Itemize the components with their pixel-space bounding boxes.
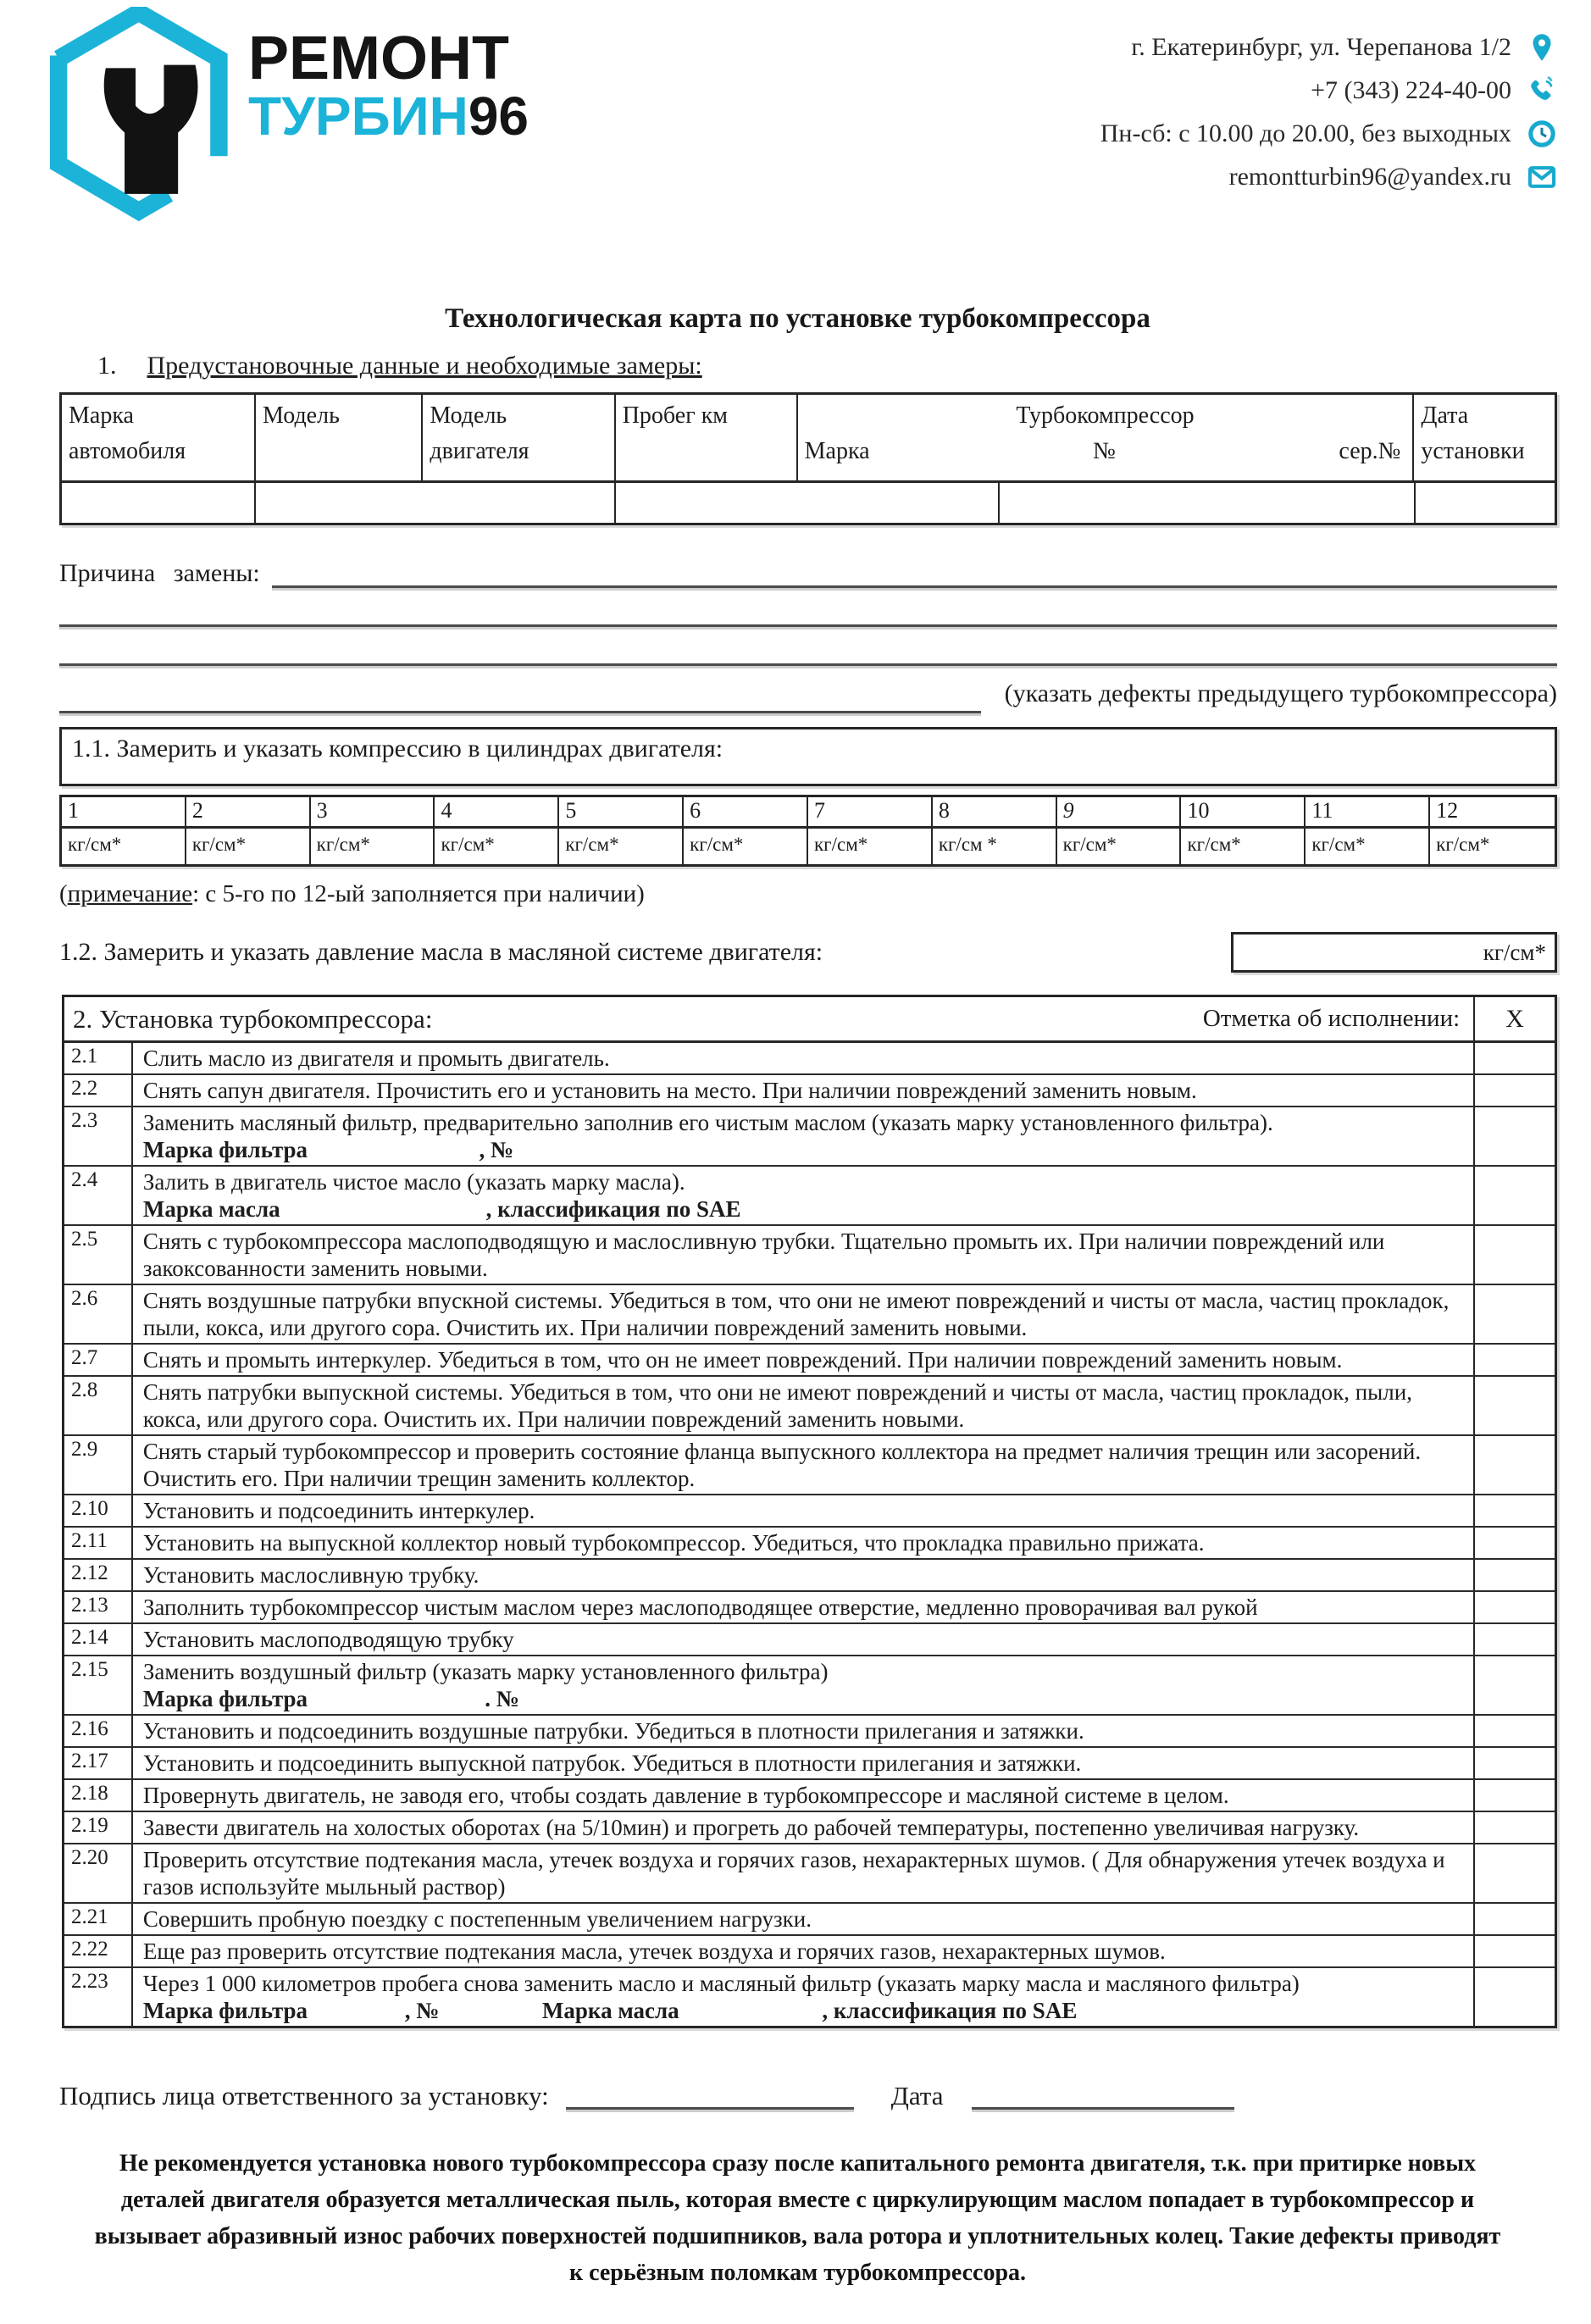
turbocharger-group-title: Турбокомпрессор (1016, 402, 1195, 429)
contact-text: г. Екатеринбург, ул. Черепанова 1/2 (1131, 33, 1511, 61)
empty-cell-mileage-brand (616, 483, 1000, 523)
installation-header-row (64, 997, 1555, 1043)
step-number: 2.4 (64, 1167, 133, 1224)
step-text (133, 1656, 1473, 1714)
step-description: Установить и подсоединить выпускной патрубок. Убедиться в плотности прилегания и затяжки. (142, 1750, 1082, 1776)
col-install-date: Дата установки (1421, 402, 1525, 464)
step-description: Установить и подсоединить воздушные патрубки. Убедиться в плотности прилегания и затяжки. (142, 1718, 1084, 1744)
step-completion-cell (1473, 1748, 1555, 1778)
step-completion-cell (1473, 1812, 1555, 1843)
step-description: Установить маслосливную трубку. (142, 1562, 480, 1588)
turbocharger-subcolumns (805, 434, 1406, 469)
cylinder-number-cell: 2 (186, 797, 311, 829)
step-text (133, 1624, 1473, 1655)
reason-label-row (59, 551, 1557, 588)
step-completion-cell (1473, 1528, 1555, 1558)
logo-wordmark (248, 25, 529, 147)
step-row (64, 1167, 1555, 1226)
cylinder-number-cell: 7 (808, 797, 933, 829)
step-number: 2.23 (64, 1968, 133, 2026)
step-text (133, 1748, 1473, 1778)
step-text (133, 1716, 1473, 1746)
step-description: Снять сапун двигателя. Прочистить его и установить на место. При наличии повреждений заменить новым. (142, 1078, 1197, 1103)
oil-pressure-unit: кг/см* (1483, 939, 1546, 965)
subcol-turbo-number: № (1093, 438, 1116, 464)
cylinder-unit-cell: кг/см* (1181, 829, 1306, 864)
step-description: Установить на выпускной коллектор новый турбокомпрессор. Убедиться, что прокладка правильно прижата. (142, 1530, 1205, 1556)
contact-line (1131, 32, 1557, 63)
step-row (64, 1436, 1555, 1495)
step-description: Залить в двигатель чистое масло (указать марку масла). (142, 1169, 685, 1195)
cylinder-unit-cell: кг/см* (311, 829, 435, 864)
col-engine-model: Модель двигателя (423, 395, 615, 480)
section1-number: 1. (97, 352, 117, 380)
note-open-paren: ( (59, 880, 68, 907)
step-completion-cell (1473, 1844, 1555, 1902)
contact-line (1229, 162, 1557, 192)
step-row (64, 1624, 1555, 1656)
step-description: Заменить масляный фильтр, предварительно заполнив его чистым маслом (указать марку установленного фильтра). (142, 1110, 1273, 1135)
step-description: Снять с турбокомпрессора маслоподводящую и маслосливную трубки. Тщательно промыть их. При наличии повреждений или закоксованности заменить новыми. (142, 1229, 1385, 1281)
empty-cell-turbo-numbers (1000, 483, 1416, 523)
subcol-turbo-brand: Марка (804, 438, 870, 464)
clock-icon (1527, 119, 1557, 149)
step-number: 2.7 (64, 1345, 133, 1375)
step-text (133, 1968, 1473, 2026)
step-completion-cell (1473, 1285, 1555, 1343)
step-row (64, 1812, 1555, 1844)
step-completion-cell (1473, 1495, 1555, 1526)
step-number: 2.20 (64, 1844, 133, 1902)
compression-table (59, 795, 1557, 867)
section2-heading: 2. Установка турбокомпрессора: (73, 1003, 433, 1034)
cylinder-unit-cell: кг/см* (62, 829, 186, 864)
logo-word-turbin96 (248, 86, 529, 147)
step-text (133, 1936, 1473, 1966)
subcol-turbo-serial: сер.№ (1339, 438, 1401, 464)
page-title: Технологическая карта по установке турбокомпрессора (445, 303, 1150, 334)
step-number: 2.10 (64, 1495, 133, 1526)
step-text (133, 1904, 1473, 1934)
step-number: 2.21 (64, 1904, 133, 1934)
step-row (64, 1968, 1555, 2026)
contact-line (1100, 119, 1557, 149)
step-row (64, 1043, 1555, 1075)
step-description: Слить масло из двигателя и промыть двигатель. (142, 1046, 610, 1071)
document-header (38, 7, 1557, 229)
cylinder-unit-cell: кг/см* (808, 829, 933, 864)
step-number: 2.9 (64, 1436, 133, 1494)
cylinder-number-cell: 4 (435, 797, 559, 829)
contact-text: Пн-сб: с 10.00 до 20.00, без выходных (1100, 119, 1511, 147)
step-text (133, 1495, 1473, 1526)
step-number: 2.22 (64, 1936, 133, 1966)
step-row (64, 1107, 1555, 1167)
step-description: Установить и подсоединить интеркулер. (142, 1498, 535, 1523)
company-logo (38, 7, 529, 225)
warning-footer-text: Не рекомендуется установка нового турбокомпрессора сразу после капитального ремонта двигателя, т.к. при притирке новых деталей двигателя образуется металлическая пыль, которая вместе с циркулирующим маслом попадает в турбокомпрессор и вызывает абразивный износ рабочих поверхностей подшипников, вала ротора и уплотнительных колец. Такие дефекты приводят к серьёзным поломкам турбокомпрессора. (94, 2150, 1501, 2286)
step-row (64, 1345, 1555, 1377)
step-row (64, 1656, 1555, 1716)
section1-1-heading-box: 1.1. Замерить и указать компрессию в цилиндрах двигателя: (59, 727, 1557, 786)
completion-mark-label: Отметка об исполнении: (1202, 1005, 1461, 1032)
step-completion-cell (1473, 1904, 1555, 1934)
reason-label: Причина замены: (59, 559, 260, 587)
signature-blank-line (566, 2081, 854, 2110)
step-description: Снять патрубки выпускной системы. Убедиться в том, что они не имеют повреждений и чисты от масла, частиц прокладок, пыли, кокса, или другого сора. Очистить их. При наличии повреждений заменить новыми. (142, 1379, 1412, 1432)
step-description: Завести двигатель на холостых оборотах (на 5/10мин) и прогреть до рабочей температуры, постепенно увеличивая нагрузку. (142, 1815, 1360, 1840)
step-text (133, 1167, 1473, 1224)
cylinder-number-cell: 11 (1306, 797, 1430, 829)
step-row (64, 1285, 1555, 1345)
step-completion-cell (1473, 1936, 1555, 1966)
step-fill-in-line: Марка масла , классификация по SAE (142, 1196, 741, 1222)
logo-word-remont: РЕМОНТ (248, 25, 510, 92)
step-description: Заполнить турбокомпрессор чистым маслом через маслоподводящее отверстие, медленно проворачивая вал рукой (142, 1595, 1258, 1620)
col-model: Модель (256, 395, 423, 480)
logo-hexagon-wrench-icon (38, 7, 235, 225)
step-number: 2.18 (64, 1780, 133, 1811)
step-description: Провернуть двигатель, не заводя его, чтобы создать давление в турбокомпрессоре и масляной системе в целом. (142, 1783, 1229, 1808)
cylinder-unit-cell: кг/см * (933, 829, 1057, 864)
email-icon (1527, 162, 1557, 192)
cylinder-unit-cell: кг/см* (1436, 834, 1490, 855)
step-text (133, 1780, 1473, 1811)
step-number: 2.13 (64, 1592, 133, 1622)
step-number: 2.8 (64, 1377, 133, 1434)
step-number: 2.15 (64, 1656, 133, 1714)
step-completion-cell (1473, 1436, 1555, 1494)
installation-steps-body (64, 1043, 1555, 2026)
reason-blank-line-4 (59, 673, 981, 713)
cylinder-unit-cell: кг/см* (684, 829, 808, 864)
step-fill-in-line: Марка фильтра , № (142, 1137, 514, 1162)
step-text (133, 1285, 1473, 1343)
cylinder-unit-cell: кг/см* (1306, 829, 1430, 864)
cylinder-unit-cell: кг/см* (186, 829, 311, 864)
oil-pressure-input-box (1231, 932, 1557, 973)
cylinder-number-cell: 12 (1430, 797, 1555, 829)
section1-heading (97, 352, 1557, 380)
phone-icon (1527, 75, 1557, 106)
step-row (64, 1226, 1555, 1285)
step-completion-cell (1473, 1107, 1555, 1165)
step-number: 2.6 (64, 1285, 133, 1343)
step-description: Установить маслоподводящую трубку (142, 1627, 514, 1652)
step-fill-in-line: Марка фильтра . № (142, 1686, 519, 1711)
step-description: Еще раз проверить отсутствие подтекания масла, утечек воздуха и горячих газов, нехарактерных шумов. (142, 1939, 1166, 1964)
step-number: 2.14 (64, 1624, 133, 1655)
completion-x-column-header: X (1473, 997, 1555, 1040)
reason-caption-row (59, 666, 1557, 713)
step-completion-cell (1473, 1167, 1555, 1224)
reason-blank-line-1 (272, 557, 1557, 588)
installation-header-main (64, 997, 1473, 1040)
step-text (133, 1844, 1473, 1902)
step-description: Совершить пробную поездку с постепенным увеличением нагрузки. (142, 1906, 812, 1932)
step-description: Снять и промыть интеркулер. Убедиться в том, что он не имеет повреждений. При наличии повреждений заменить новым. (142, 1347, 1343, 1373)
step-text (133, 1345, 1473, 1375)
contact-info-block (1100, 32, 1557, 192)
empty-cell-date (1416, 483, 1555, 523)
date-blank-line (972, 2081, 1234, 2110)
step-completion-cell (1473, 1656, 1555, 1714)
step-description: Через 1 000 километров пробега снова заменить масло и масляный фильтр (указать марку масла и масляного фильтра) (142, 1971, 1300, 1996)
empty-cell-models (256, 483, 616, 523)
cylinder-number-cell: 6 (684, 797, 808, 829)
step-completion-cell (1473, 1592, 1555, 1622)
step-text (133, 1592, 1473, 1622)
step-number: 2.17 (64, 1748, 133, 1778)
step-number: 2.16 (64, 1716, 133, 1746)
step-fill-in-line: Марка фильтра , № Марка масла , классификация по SAE (142, 1998, 1078, 2023)
note-rest-text: : с 5-го по 12-ый заполняется при наличии) (192, 880, 645, 907)
step-description: Снять воздушные патрубки впускной системы. Убедиться в том, что они не имеют повреждений и чисты от масла, частиц прокладок, пыли, кокса, или другого сора. Очистить их. При наличии повреждений заменить новыми. (142, 1288, 1450, 1340)
col-mileage: Пробег км (616, 395, 798, 480)
step-number: 2.19 (64, 1812, 133, 1843)
step-text (133, 1436, 1473, 1494)
logo-word-96: 96 (468, 86, 529, 147)
step-completion-cell (1473, 1560, 1555, 1590)
oil-pressure-row (59, 932, 1557, 973)
step-completion-cell (1473, 1968, 1555, 2026)
step-number: 2.1 (64, 1043, 133, 1073)
step-completion-cell (1473, 1043, 1555, 1073)
signature-row (59, 2081, 1557, 2111)
cylinder-number-cell: 8 (933, 797, 1057, 829)
step-row (64, 1904, 1555, 1936)
pre-install-empty-row (62, 483, 1555, 523)
replacement-reason-block (59, 551, 1557, 713)
step-row (64, 1528, 1555, 1560)
step-completion-cell (1473, 1377, 1555, 1434)
contact-text: +7 (343) 224-40-00 (1311, 76, 1511, 104)
step-number: 2.2 (64, 1075, 133, 1106)
empty-cell-car-brand (62, 483, 256, 523)
cylinder-number-cell: 10 (1181, 797, 1306, 829)
step-description: Заменить воздушный фильтр (указать марку установленного фильтра) (142, 1659, 829, 1684)
step-text (133, 1560, 1473, 1590)
step-text (133, 1812, 1473, 1843)
contact-text: remontturbin96@yandex.ru (1228, 163, 1511, 191)
step-row (64, 1748, 1555, 1780)
pre-install-header-row (62, 395, 1555, 483)
step-row (64, 1936, 1555, 1968)
pre-install-data-table (59, 392, 1557, 525)
step-row (64, 1377, 1555, 1436)
step-row (64, 1716, 1555, 1748)
section1-heading-text: Предустановочные данные и необходимые замеры: (147, 352, 702, 380)
location-pin-icon (1527, 32, 1557, 63)
step-row (64, 1780, 1555, 1812)
col-turbocharger-group (798, 395, 1415, 480)
step-row (64, 1495, 1555, 1528)
step-completion-cell (1473, 1624, 1555, 1655)
cylinder-number-cell: 5 (559, 797, 684, 829)
step-text (133, 1075, 1473, 1106)
step-text (133, 1043, 1473, 1073)
step-description: Проверить отсутствие подтекания масла, утечек воздуха и горячих газов, нехарактерных шумов. ( Для обнаружения утечек воздуха и газов используйте мыльный раствор) (142, 1847, 1445, 1900)
step-row (64, 1592, 1555, 1624)
logo-word-turbin: ТУРБИН (248, 86, 468, 147)
step-row (64, 1075, 1555, 1107)
step-description: Снять старый турбокомпрессор и проверить состояние фланца выпускного коллектора на предмет наличия трещин или засорений. Очистить его. При наличии трещин заменить коллектор. (142, 1439, 1422, 1491)
step-row (64, 1560, 1555, 1592)
step-number: 2.11 (64, 1528, 133, 1558)
cylinder-number-cell: 9 (1057, 797, 1182, 829)
cylinder-number-cell: 3 (311, 797, 435, 829)
reason-blank-line-2 (59, 588, 1557, 627)
step-number: 2.3 (64, 1107, 133, 1165)
oil-pressure-label: 1.2. Замерить и указать давление масла в масляной системе двигателя: (59, 938, 823, 966)
step-completion-cell (1473, 1226, 1555, 1284)
step-row (64, 1844, 1555, 1904)
installation-steps-table (62, 995, 1557, 2028)
step-number: 2.12 (64, 1560, 133, 1590)
reason-blank-line-3 (59, 627, 1557, 666)
step-text (133, 1107, 1473, 1165)
cylinder-unit-cell: кг/см* (559, 829, 684, 864)
date-label: Дата (890, 2081, 944, 2110)
signature-label: Подпись лица ответственного за установку: (59, 2081, 549, 2110)
cylinder-unit-cell: кг/см* (435, 829, 559, 864)
step-number: 2.5 (64, 1226, 133, 1284)
step-text (133, 1528, 1473, 1558)
step-completion-cell (1473, 1780, 1555, 1811)
step-completion-cell (1473, 1075, 1555, 1106)
col-car-brand: Марка автомобиля (62, 395, 256, 480)
step-text (133, 1226, 1473, 1284)
note-underlined-word: примечание (67, 880, 193, 907)
contact-line (1311, 75, 1557, 106)
cylinder-number-cell: 1 (62, 797, 186, 829)
step-completion-cell (1473, 1345, 1555, 1375)
step-completion-cell (1473, 1716, 1555, 1746)
compression-note (59, 880, 1557, 908)
step-text (133, 1377, 1473, 1434)
cylinder-unit-cell: кг/см* (1057, 829, 1182, 864)
reason-caption: (указать дефекты предыдущего турбокомпрессора) (1004, 679, 1557, 707)
